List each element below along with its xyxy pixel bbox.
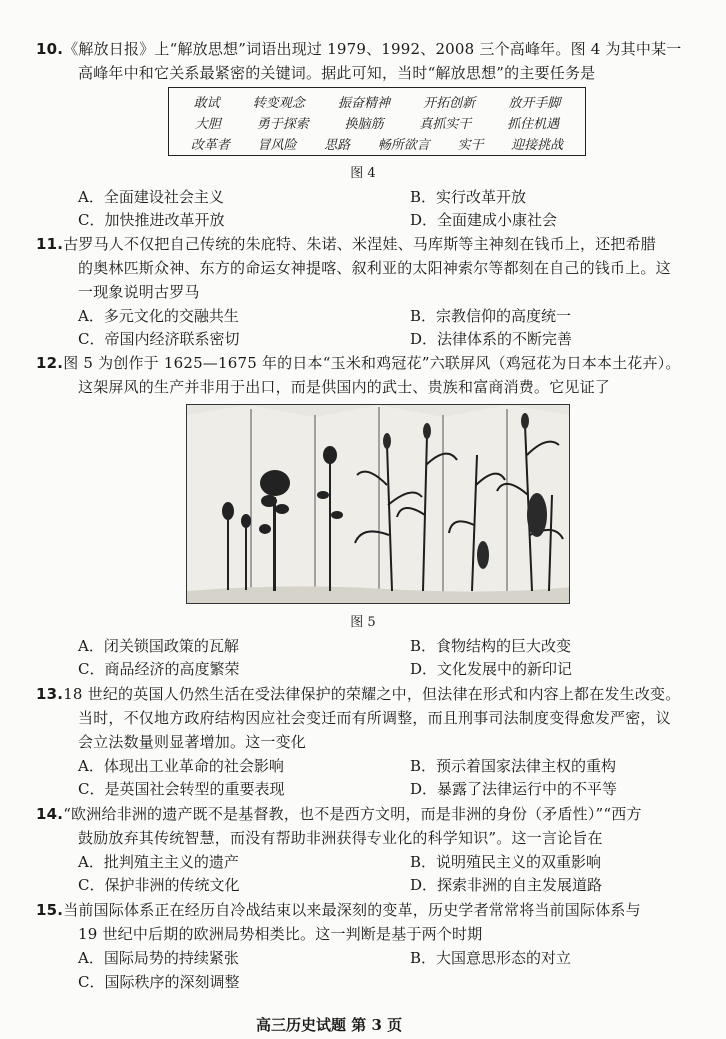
keyword-row-2 [169, 113, 585, 132]
keyword: 迎接挑战 [511, 138, 564, 153]
keyword: 敢试 [193, 96, 220, 111]
figure-5-caption: 图 5 [350, 615, 376, 630]
keyword: 畅所欲言 [377, 138, 430, 153]
keyword: 勇于探索 [256, 117, 309, 132]
q13-line-1: 13.18 世纪的英国人仍然生活在受法律保护的荣耀之中，但法律在形式和内容上都在发生改变。 [36, 685, 681, 703]
q11-option-a: A．多元文化的交融共生 [78, 307, 239, 325]
q15-line-2: 19 世纪中后期的欧洲局势相类比。这一判断是基于两个时期 [78, 925, 483, 943]
q10-line-1: 10.《解放日报》上“解放思想”词语出现过 1979、1992、2008 三个高峰年。图 4 为其中某一 [36, 40, 682, 58]
keyword: 改革者 [190, 138, 230, 153]
q11-line-3: 一现象说明古罗马 [78, 283, 200, 301]
q14-option-a: A．批判殖主主义的遗产 [78, 853, 239, 871]
q11-option-c: C．帝国内经济联系密切 [78, 330, 240, 348]
q13-option-a: A．体现出工业革命的社会影响 [78, 757, 284, 775]
q14-line-1: 14.“欧洲给非洲的遗产既不是基督教，也不是西方文明，而是非洲的身份（矛盾性）”“西方 [36, 805, 642, 823]
q15-option-a: A．国际局势的持续紧张 [78, 949, 239, 967]
q10-line-2: 高峰年中和它关系最紧密的关键词。据此可知，当时“解放思想”的主要任务是 [78, 64, 596, 82]
keyword-row-1 [169, 92, 585, 111]
keyword: 放开手脚 [508, 96, 561, 111]
keyword: 转变观念 [252, 96, 305, 111]
q12-option-d: D．文化发展中的新印记 [410, 660, 573, 678]
q11-option-b: B．宗教信仰的高度统一 [410, 307, 572, 325]
q11-option-d: D．法律体系的不断完善 [410, 330, 573, 348]
q15-option-b: B．大国意思形态的对立 [410, 949, 572, 967]
folding-screen-image [186, 404, 570, 604]
keyword: 开拓创新 [423, 96, 476, 111]
keyword: 真抓实干 [419, 117, 472, 132]
keyword: 冒风险 [257, 138, 297, 153]
q14-option-c: C．保护非洲的传统文化 [78, 876, 240, 894]
q12-option-c: C．商品经济的高度繁荣 [78, 660, 240, 678]
q14-option-d: D．探索非洲的自主发展道路 [410, 876, 603, 894]
page-footer: 高三历史试题 第 3 页 [256, 1016, 403, 1034]
q12-option-b: B．食物结构的巨大改变 [410, 637, 572, 655]
keyword-row-3 [169, 134, 585, 153]
q15-option-c: C．国际秩序的深刻调整 [78, 973, 240, 991]
q14-line-2: 鼓励放弃其传统智慧，而没有帮助非洲获得专业化的科学知识”。这一言论旨在 [78, 829, 603, 847]
q11-line-2: 的奥林匹斯众神、东方的命运女神提喀、叙利亚的太阳神索尔等都刻在自己的钱币上。这 [78, 259, 671, 277]
q13-line-2: 当时，不仅地方政府结构因应社会变迁而有所调整，而且刑事司法制度变得愈发严密，议 [78, 709, 671, 727]
q10-option-b: B．实行改革开放 [410, 188, 527, 206]
q15-line-1: 15.当前国际体系正在经历自冷战结束以来最深刻的变革，历史学者常常将当前国际体系与 [36, 901, 641, 919]
keyword: 大胆 [194, 117, 221, 132]
q11-line-1: 11.古罗马人不仅把自己传统的朱庇特、朱诺、米涅娃、马库斯等主神刻在钱币上，还把希腊 [36, 235, 656, 253]
keyword: 振奋精神 [337, 96, 390, 111]
q13-option-b: B．预示着国家法律主权的重构 [410, 757, 617, 775]
q13-option-c: C．是英国社会转型的重要表现 [78, 780, 285, 798]
figure-4-keyword-box [168, 87, 586, 156]
keyword: 换脑筋 [344, 117, 384, 132]
q14-option-b: B．说明殖民主义的双重影响 [410, 853, 602, 871]
q10-option-a: A．全面建设社会主义 [78, 188, 224, 206]
keyword: 思路 [324, 138, 351, 153]
figure-4-caption: 图 4 [350, 166, 376, 181]
q12-line-1: 12.图 5 为创作于 1625—1675 年的日本“玉米和鸡冠花”六联屏风（鸡冠花为日本本土花卉）。 [36, 354, 681, 372]
q10-option-c: C．加快推进改革开放 [78, 211, 225, 229]
q12-line-2: 这架屏风的生产并非用于出口，而是供国内的武士、贵族和富商消费。它见证了 [78, 378, 611, 396]
q13-line-3: 会立法数量则显著增加。这一变化 [78, 733, 307, 751]
q10-option-d: D．全面建成小康社会 [410, 211, 558, 229]
keyword: 抓住机遇 [507, 117, 560, 132]
keyword: 实干 [457, 138, 484, 153]
corn-and-cockscomb-screen-illustration [187, 405, 570, 604]
q12-option-a: A．闭关锁国政策的瓦解 [78, 637, 239, 655]
q13-option-d: D．暴露了法律运行中的不平等 [410, 780, 618, 798]
